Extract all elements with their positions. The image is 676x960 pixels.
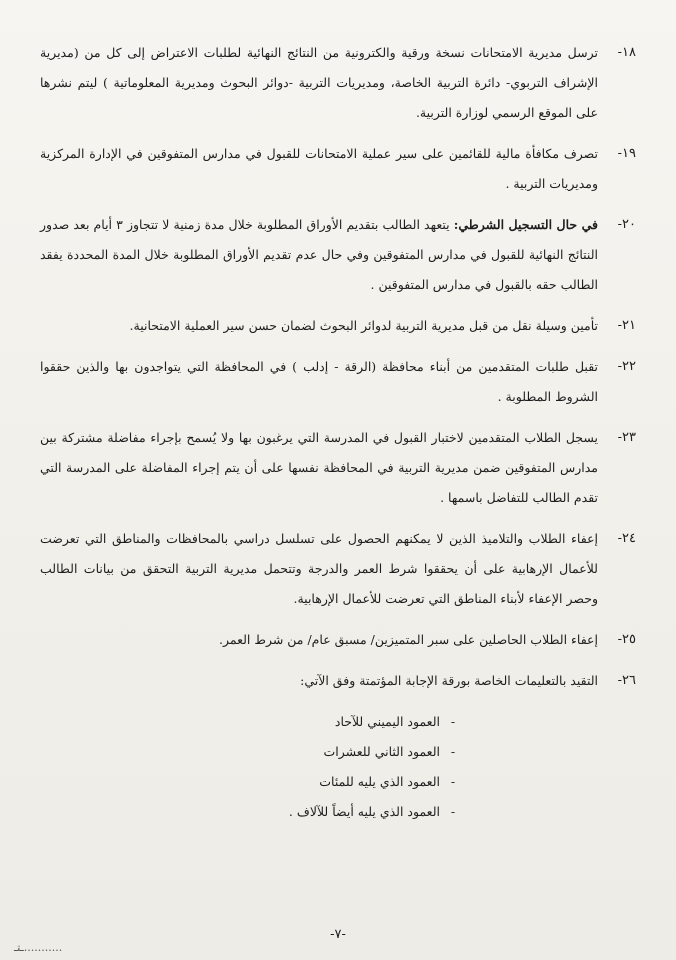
list-item [40, 767, 466, 797]
clause-text: التقيد بالتعليمات الخاصة بورقة الإجابة المؤتمتة وفق الآتي: [300, 673, 598, 688]
clause-number: ٢٣- [617, 430, 636, 445]
clause-text: تقبل طلبات المتقدمين من أبناء محافظة (الرقة - إدلب ) في المحافظة التي يتواجدون بها والذين حققوا الشروط المطلوبة . [40, 359, 598, 404]
clause-number: ٢٥- [617, 632, 636, 647]
list-item-text: العمود الثاني للعشرات [323, 744, 440, 759]
list-item [40, 707, 466, 737]
clause-21 [40, 311, 636, 341]
list-item [40, 737, 466, 767]
clause-text: تأمين وسيلة نقل من قبل مديرية التربية لدوائر البحوث لضمان حسن سير العملية الامتحانية. [129, 318, 598, 333]
clause-23 [40, 423, 636, 513]
clause-lead: في حال التسجيل الشرطي: [453, 217, 599, 232]
list-item [40, 797, 466, 827]
clause-text: يتعهد الطالب بتقديم الأوراق المطلوبة خلال مدة زمنية لا تتجاوز ٣ أيام بعد صدور النتائج النهائية للقبول في مدارس المتفوقين وفي حال عدم تقديم الأوراق المطلوبة خلال المدة المحددة يفقد الطالب حقه بالقبول في مدارس المتفوقين . [40, 217, 598, 292]
dash-bullet: - [450, 774, 456, 789]
clause-20 [40, 210, 636, 300]
clause-body [40, 210, 598, 300]
clause-number: ١٨- [617, 45, 636, 60]
dash-bullet: - [450, 804, 456, 819]
clause-number: ٢٠- [617, 217, 636, 232]
clause-text: يسجل الطلاب المتقدمين لاختبار القبول في المدرسة التي يرغبون بها ولا يُسمح بإجراء مفاضلة مشتركة بين مدارس المتفوقين ضمن مديرية التربية في المحافظة نفسها على أن يتم إجراء المفاضلة على المدرسة التي تقدم الطالب للتفاضل باسمها . [40, 430, 598, 505]
clause-24 [40, 524, 636, 614]
list-item-text: العمود الذي يليه أيضاً للآلاف . [288, 804, 440, 819]
corner-handwritten-mark: ...........ـتـ [14, 941, 63, 954]
clause-19 [40, 139, 636, 199]
clause-text: تصرف مكافأة مالية للقائمين على سير عملية الامتحانات للقبول في مدارس المتفوقين في الإدارة المركزية ومديريات التربية . [40, 146, 598, 191]
list-item-text: العمود الذي يليه للمئات [319, 774, 440, 789]
clause-number: ٢٢- [617, 359, 636, 374]
page-number: -٧- [330, 927, 346, 942]
clause-26 [40, 666, 636, 696]
clause-text: إعفاء الطلاب والتلاميذ الذين لا يمكنهم الحصول على تسلسل دراسي بالمحافظات والمناطق التي تعرضت للأعمال الإرهابية على أن يحققوا شرط العمر والدرجة وتتحمل مديرية التربية التحقق من بيانات الطالب وحصر الإعفاء لأبناء المناطق التي تعرضت للأعمال الإرهابية. [40, 531, 598, 606]
clause-text: إعفاء الطلاب الحاصلين على سبر المتميزين/ مسبق عام/ من شرط العمر. [219, 632, 598, 647]
dash-bullet: - [450, 744, 456, 759]
clause-25 [40, 625, 636, 655]
list-item-text: العمود اليميني للآحاد [334, 714, 440, 729]
dash-bullet: - [450, 714, 456, 729]
clause-18 [40, 38, 636, 128]
answer-sheet-columns-list [40, 707, 636, 827]
clause-text: ترسل مديرية الامتحانات نسخة ورقية والكترونية من النتائج النهائية لطلبات الاعتراض إلى كل من (مديرية الإشراف التربوي- دائرة التربية الخاصة، ومديريات التربية -دوائر البحوث ومديرية المعلوماتية ) ليتم نشرها على الموقع الرسمي لوزارة التربية. [40, 45, 598, 120]
clause-22 [40, 352, 636, 412]
clause-number: ٢٦- [617, 673, 636, 688]
clause-number: ١٩- [617, 146, 636, 161]
clause-number: ٢٤- [617, 531, 636, 546]
clause-number: ٢١- [617, 318, 636, 333]
